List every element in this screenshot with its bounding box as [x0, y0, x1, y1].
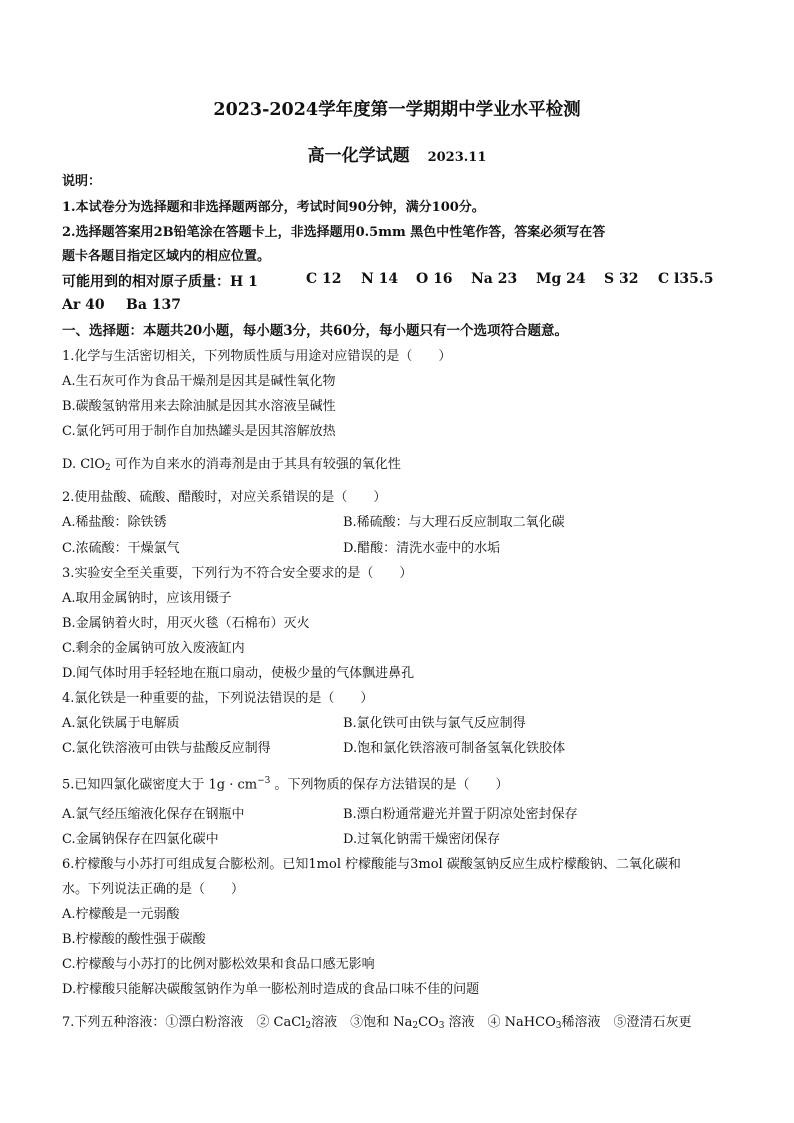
- q5-option-a: A.氯气经压缩液化保存在钢瓶中: [62, 807, 245, 822]
- q6-stem-line1: 6.柠檬酸与小苏打可组成复合膨松剂。已知1mol 柠檬酸能与3mol 碳酸氢钠反应生成柠檬酸钠、二氧化碳和: [62, 857, 681, 872]
- q3-option-c: C.剩余的金属钠可放入废液缸内: [62, 641, 245, 656]
- atomic-mass-s: S 32: [604, 271, 639, 287]
- atomic-mass-o: O 16: [416, 271, 453, 287]
- atomic-mass-label: 可能用到的相对原子质量：H 1: [62, 274, 258, 290]
- q6-option-a: A.柠檬酸是一元弱酸: [62, 907, 180, 922]
- instruction-1: 1.本试卷分为选择题和非选择题两部分，考试时间90分钟，满分100分。: [62, 200, 485, 215]
- atomic-mass-ar: Ar 40: [62, 297, 105, 313]
- atomic-mass-ba: Ba 137: [126, 297, 182, 313]
- q6-option-d: D.柠檬酸只能解决碳酸氢钠作为单一膨松剂时造成的食品口味不佳的问题: [62, 982, 480, 997]
- atomic-mass-cl: C l35.5: [658, 271, 714, 287]
- q4-option-d: D.饱和氯化铁溶液可制备氢氧化铁胶体: [343, 741, 566, 756]
- q2-option-c: C.浓硫酸：干燥氯气: [62, 541, 180, 556]
- q3-stem: 3.实验安全至关重要，下列行为不符合安全要求的是（ ）: [62, 566, 413, 581]
- q4-option-c: C.氯化铁溶液可由铁与盐酸反应制得: [62, 741, 271, 756]
- exam-date: 2023.11: [427, 150, 487, 165]
- q2-stem: 2.使用盐酸、硫酸、醋酸时，对应关系错误的是（ ）: [62, 490, 387, 505]
- q7-stem: 7.下列五种溶液：①漂白粉溶液 ② CaCl$_2$溶液 ③饱和 $Na_2CO_3$ 溶液 ④ NaHCO$_3$稀溶液 ⑤澄清石灰更: [62, 1015, 692, 1031]
- q5-stem: 5.已知四氯化碳密度大于 $1g \cdot cm^{-3}$ 。下列物质的保存方法错误的是（ ）: [62, 776, 509, 793]
- instruction-2-line1: 2.选择题答案用2B铅笔涂在答题卡上，非选择题用0.5mm 黑色中性笔作答，答案必须写在答: [62, 225, 606, 240]
- q5-option-b: B.漂白粉通常避光并置于阴凉处密封保存: [343, 807, 578, 822]
- atomic-mass-c: C 12: [306, 271, 342, 287]
- subject-title: 高一化学试题: [307, 146, 410, 166]
- q2-option-b: B.稀硫酸：与大理石反应制取二氧化碳: [343, 515, 565, 530]
- q3-option-b: B.金属钠着火时，用灭火毯（石棉布）灭火: [62, 616, 310, 631]
- q4-stem: 4.氯化铁是一种重要的盐，下列说法错误的是（ ）: [62, 691, 374, 706]
- q5-option-d: D.过氧化钠需干燥密闭保存: [343, 832, 501, 847]
- section-1-heading: 一、选择题：本题共20小题，每小题3分，共60分，每小题只有一个选项符合题意。: [62, 323, 568, 339]
- instruction-2-line2: 题卡各题目指定区域内的相应位置。: [62, 249, 271, 264]
- q1-option-c: C.氯化钙可用于制作自加热罐头是因其溶解放热: [62, 424, 336, 439]
- q2-option-d: D.醋酸：清洗水壶中的水垢: [343, 541, 501, 556]
- q1-stem: 1.化学与生活密切相关，下列物质性质与用途对应错误的是（ ）: [62, 349, 452, 364]
- atomic-mass-n: N 14: [361, 271, 399, 287]
- q5-option-c: C.金属钠保存在四氯化碳中: [62, 832, 219, 847]
- atomic-mass-na: Na 23: [471, 271, 518, 287]
- q6-option-c: C.柠檬酸与小苏打的比例对膨松效果和食品口感无影响: [62, 957, 375, 972]
- instructions-heading: 说明：: [62, 174, 102, 189]
- q1-option-a: A.生石灰可作为食品干燥剂是因其是碱性氧化物: [62, 374, 336, 389]
- q1-option-b: B.碳酸氢钠常用来去除油腻是因其水溶液呈碱性: [62, 399, 336, 414]
- q2-option-a: A.稀盐酸：除铁锈: [62, 515, 167, 530]
- q6-option-b: B.柠檬酸的酸性强于碳酸: [62, 932, 206, 947]
- q1-option-d: D. ClO$_2$ 可作为自来水的消毒剂是由于其具有较强的氧化性: [62, 457, 401, 473]
- q3-option-d: D.闻气体时用手轻轻地在瓶口扇动，使极少量的气体飘进鼻孔: [62, 666, 415, 681]
- q4-option-a: A.氯化铁属于电解质: [62, 716, 180, 731]
- q6-stem-line2: 水。下列说法正确的是（ ）: [62, 882, 245, 897]
- exam-title: 2023-2024学年度第一学期期中学业水平检测: [213, 100, 581, 120]
- q4-option-b: B.氯化铁可由铁与氯气反应制得: [343, 716, 526, 731]
- atomic-mass-mg: Mg 24: [536, 271, 586, 287]
- q3-option-a: A.取用金属钠时，应该用镊子: [62, 591, 232, 606]
- exam-subtitle: [0, 141, 794, 166]
